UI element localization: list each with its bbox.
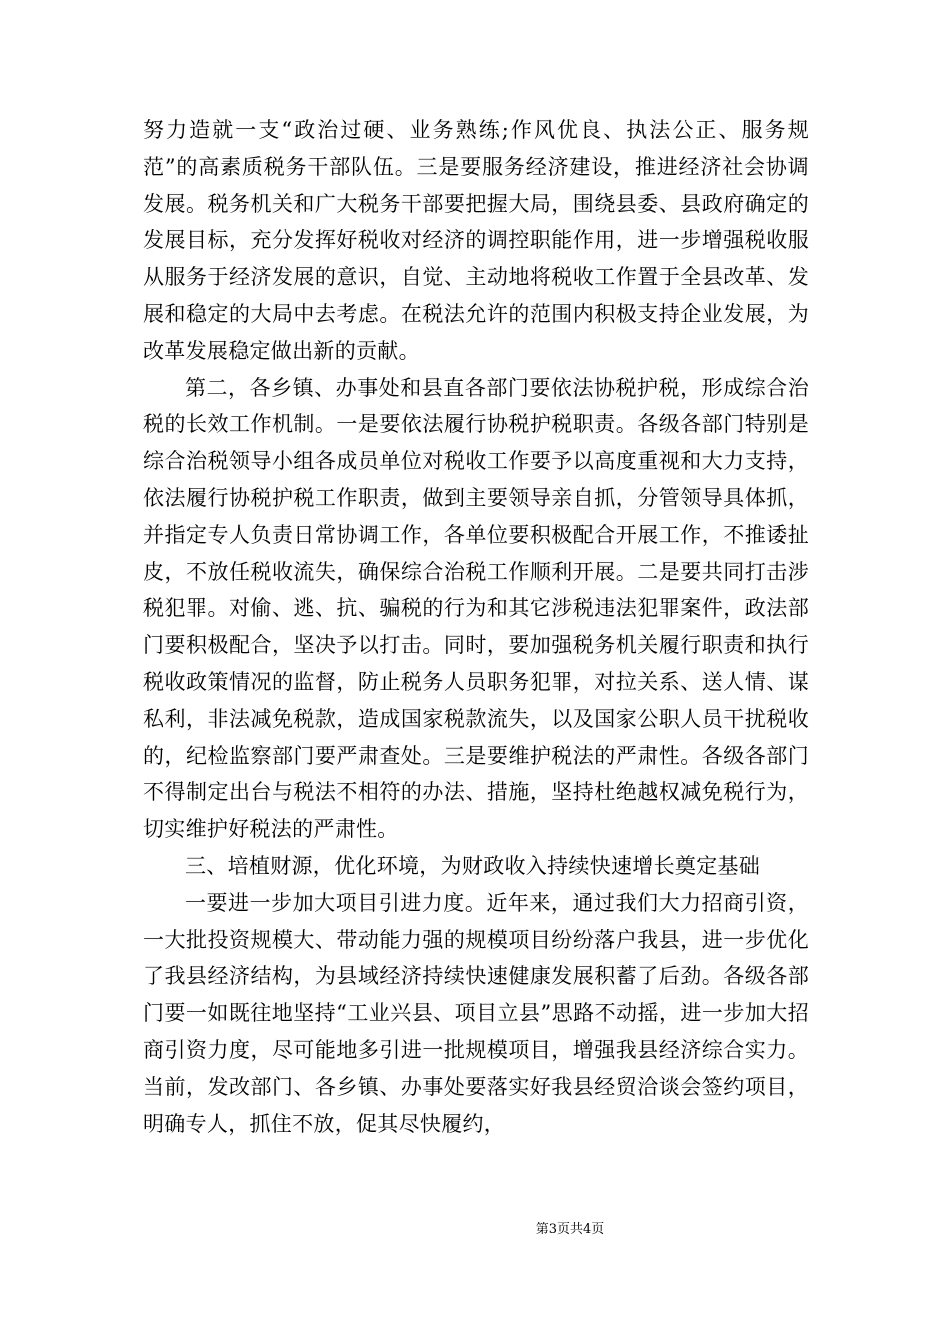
page-footer — [0, 1218, 950, 1237]
document-body — [143, 112, 809, 1142]
section-heading: 三、培植财源，优化环境，为财政收入持续快速增长奠定基础 — [185, 853, 761, 878]
paragraph-1: 努力造就一支“政治过硬、业务熟练;作风优良、执法公正、服务规范”的高素质税务干部队伍。三是要服务经济建设，推进经济社会协调发展。税务机关和广大税务干部要把握大局，围绕县委、县政府确定的发展目标，充分发挥好税收对经济的调控职能作用，进一步增强税收服从服务于经济发展的意识，自觉、主动地将税收工作置于全县改革、发展和稳定的大局中去考虑。在税法允许的范围内积极支持企业发展，为改革发展稳定做出新的贡献。 — [143, 118, 809, 363]
paragraph-3: 一要进一步加大项目引进力度。近年来，通过我们大力招商引资，一大批投资规模大、带动能力强的规模项目纷纷落户我县，进一步优化了我县经济结构，为县域经济持续快速健康发展积蓄了后劲。各级各部门要一如既往地坚持“工业兴县、项目立县”思路不动摇，进一步加大招商引资力度，尽可能地多引进一批规模项目，增强我县经济综合实力。当前，发改部门、各乡镇、办事处要落实好我县经贸洽谈会签约项目，明确专人，抓住不放，促其尽快履约， — [143, 890, 809, 1136]
paragraph-2: 第二，各乡镇、办事处和县直各部门要依法协税护税，形成综合治税的长效工作机制。一是要依法履行协税护税职责。各级各部门特别是综合治税领导小组各成员单位对税收工作要予以高度重视和大力支持，依法履行协税护税工作职责，做到主要领导亲自抓，分管领导具体抓，并指定专人负责日常协调工作，各单位要积极配合开展工作，不推诿扯皮，不放任税收流失，确保综合治税工作顺利开展。二是要共同打击涉税犯罪。对偷、逃、抗、骗税的行为和其它涉税违法犯罪案件，政法部门要积极配合，坚决予以打击。同时，要加强税务机关履行职责和执行税收政策情况的监督，防止税务人员职务犯罪，对拉关系、送人情、谋私利，非法减免税款，造成国家税款流失，以及国家公职人员干扰税收的，纪检监察部门要严肃查处。三是要维护税法的严肃性。各级各部门不得制定出台与税法不相符的办法、措施，坚持杜绝越权减免税行为，切实维护好税法的严肃性。 — [143, 375, 809, 842]
page-number: 第3页共4页 — [535, 1222, 605, 1237]
